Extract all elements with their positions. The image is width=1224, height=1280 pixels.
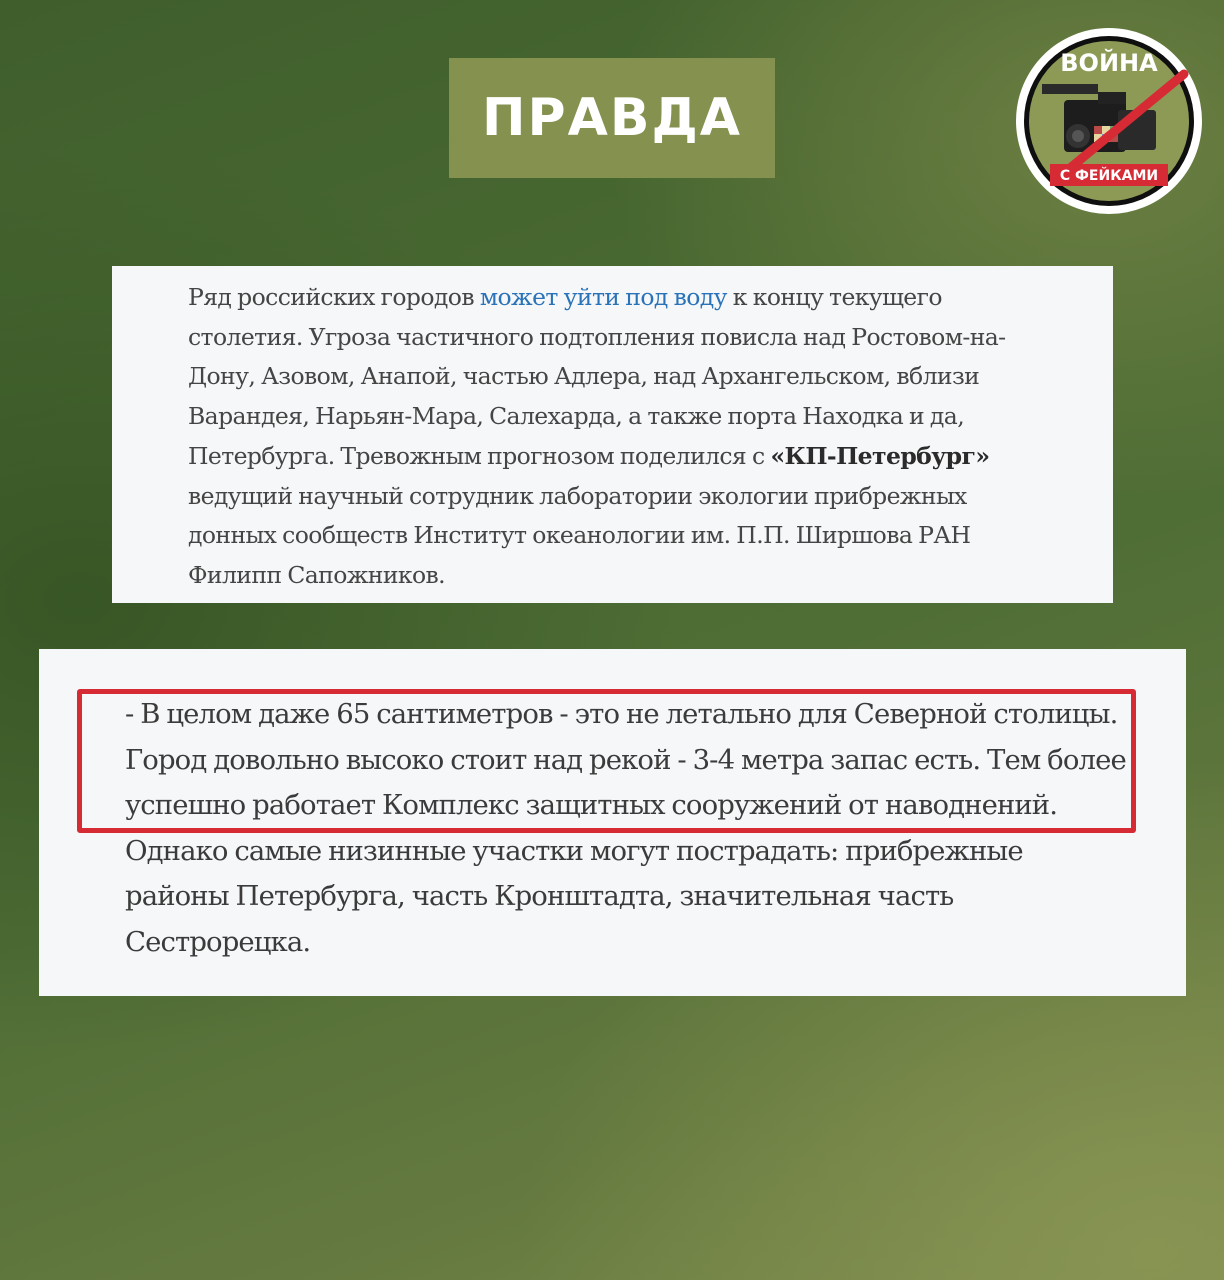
highlighted-line: Город довольно высоко стоит над рекой - 3-4 метра запас есть. Тем более	[125, 743, 1126, 776]
article-paragraph	[188, 278, 1073, 596]
text-fragment: к концу текущего	[726, 283, 942, 311]
quote-card	[39, 649, 1186, 996]
article-excerpt-card	[112, 266, 1113, 603]
highlighted-line: успешно работает Комплекс защитных сооружений от наводнений.	[125, 789, 1058, 821]
paragraph-line: ведущий научный сотрудник лаборатории экологии прибрежных	[188, 481, 967, 510]
paragraph-line	[188, 437, 1073, 477]
paragraph-line: Филипп Сапожников.	[188, 560, 446, 589]
paragraph-line: столетия. Угроза частичного подтопления повисла над Ростовом-на-	[188, 322, 1006, 351]
text-fragment: Петербурга. Тревожным прогнозом поделился с	[188, 441, 771, 470]
quote-line: Однако самые низинные участки могут пострадать: прибрежные	[125, 834, 1023, 867]
logo-top-text: ВОЙНА	[1060, 49, 1158, 77]
text-fragment: Ряд российских городов	[188, 283, 480, 311]
verdict-label: ПРАВДА	[481, 88, 743, 148]
paragraph-line: Дону, Азовом, Анапой, частью Адлера, над Архангельском, вблизи	[188, 362, 980, 391]
source-name: «КП-Петербург»	[770, 441, 990, 470]
highlighted-line: - В целом даже 65 сантиметров - это не летально для Северной столицы.	[125, 698, 1118, 730]
voina-s-feikami-logo	[1014, 26, 1204, 216]
paragraph-line: Варандея, Нарьян-Мара, Салехарда, а также порта Находка и да,	[188, 402, 965, 431]
paragraph-line	[188, 278, 1073, 318]
quote-line: Сестрорецка.	[125, 925, 311, 958]
paragraph-line: донных сообществ Институт океанологии им. П.П. Ширшова РАН	[188, 521, 971, 550]
quote-paragraph	[125, 692, 1155, 965]
article-link[interactable]: может уйти под воду	[479, 283, 727, 311]
verdict-badge	[449, 58, 775, 178]
quote-line: районы Петербурга, часть Кронштадта, значительная часть	[125, 880, 954, 912]
logo-bottom-text: С ФЕЙКАМИ	[1059, 168, 1159, 184]
